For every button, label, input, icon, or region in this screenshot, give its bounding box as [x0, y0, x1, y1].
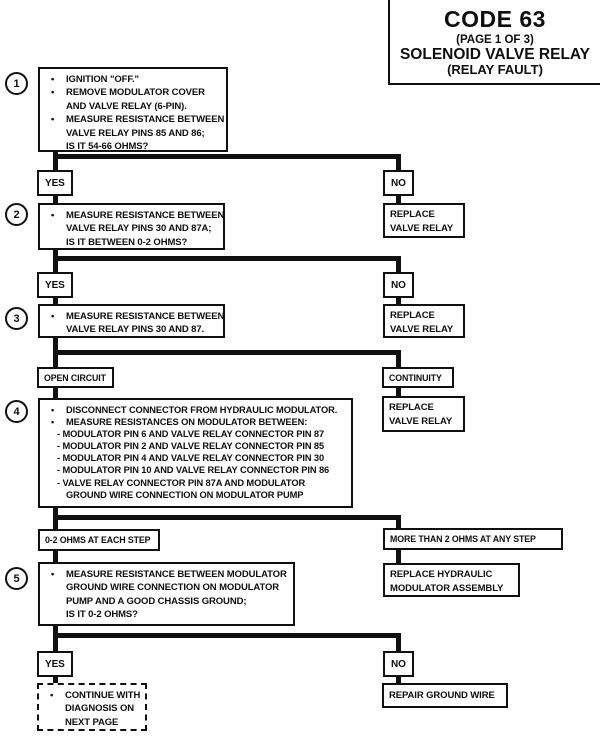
step-3-box — [38, 304, 225, 338]
text-line: • IGNITION "OFF." — [45, 73, 221, 86]
action-label: REPAIR GROUND WIRE — [389, 690, 495, 701]
page-subtitle: (PAGE 1 OF 3) — [456, 34, 534, 46]
text-line: VALVE RELAY PINS 85 AND 86; — [66, 127, 205, 139]
decision-label: CONTINUITY — [389, 372, 442, 383]
text-line: GROUND WIRE CONNECTION ON MODULATOR — [66, 582, 280, 594]
step-number-badge — [5, 400, 28, 423]
connector-line — [53, 551, 58, 562]
step-5-box — [38, 562, 295, 626]
connector-line — [396, 196, 401, 203]
text-line: VALVE RELAY — [390, 323, 454, 335]
step-number: 3 — [13, 312, 20, 325]
decision-label: NO — [391, 177, 406, 189]
step-4-box — [38, 398, 353, 508]
connector-line — [53, 626, 58, 651]
text-line: REPLACE HYDRAULIC — [390, 569, 493, 580]
text-line: - MODULATOR PIN 2 AND VALVE RELAY CONNECTOR PIN 85 — [57, 441, 325, 452]
connector-line — [53, 250, 58, 272]
decision-label: NO — [391, 279, 406, 291]
step-number-badge — [5, 307, 28, 330]
fault-subtitle: (RELAY FAULT) — [447, 62, 543, 77]
step-number: 5 — [13, 572, 20, 585]
step-2-box — [38, 203, 225, 250]
text-line: IS IT 0-2 OHMS? — [66, 609, 138, 621]
text-line: VALVE RELAY — [389, 415, 453, 427]
decision-yes-2 — [37, 272, 73, 298]
action-replace-hydraulic-modulator — [383, 563, 520, 597]
decision-continuity — [382, 367, 454, 388]
decision-no-1 — [383, 170, 414, 196]
step-number: 4 — [13, 405, 20, 418]
text-line: • MEASURE RESISTANCE BETWEEN MODULATOR — [45, 568, 288, 581]
connector-line — [396, 388, 401, 396]
code-title: CODE 63 — [444, 6, 546, 32]
decision-label: 0-2 OHMS AT EACH STEP — [45, 535, 151, 545]
terminator-continue-next-page — [37, 683, 147, 731]
connector-rail — [53, 256, 401, 261]
decision-label: YES — [45, 279, 65, 291]
decision-label: YES — [45, 658, 65, 670]
text-line: PUMP AND A GOOD CHASSIS GROUND; — [66, 595, 247, 607]
action-repair-ground-wire — [382, 683, 508, 708]
text-line: NEXT PAGE — [65, 716, 119, 728]
step-number-badge — [5, 203, 28, 226]
text-line: - MODULATOR PIN 4 AND VALVE RELAY CONNECTOR PIN 30 — [57, 453, 325, 464]
title-box — [388, 0, 600, 85]
action-replace-valve-relay-3 — [382, 396, 465, 432]
decision-label: YES — [45, 177, 65, 189]
action-replace-valve-relay-2 — [383, 304, 465, 338]
decision-label: NO — [391, 658, 406, 670]
connector-rail — [53, 633, 401, 638]
text-line: - MODULATOR PIN 10 AND VALVE RELAY CONNECTOR PIN 86 — [57, 465, 330, 476]
text-line: - MODULATOR PIN 6 AND VALVE RELAY CONNECTOR PIN 87 — [57, 429, 325, 440]
decision-yes-1 — [37, 170, 73, 196]
text-line: • DISCONNECT CONNECTOR FROM HYDRAULIC MODULATOR. — [45, 404, 346, 416]
connector-line — [396, 256, 401, 272]
decision-no-2 — [383, 272, 414, 298]
connector-line — [53, 196, 58, 203]
text-line: IS IT 54-66 OHMS? — [66, 141, 149, 153]
connector-line — [396, 515, 401, 528]
connector-rail — [53, 154, 401, 159]
connector-line — [396, 350, 401, 367]
text-line: • REMOVE MODULATOR COVER — [45, 86, 221, 99]
text-line: GROUND WIRE CONNECTION ON MODULATOR PUMP — [66, 489, 304, 500]
text-line: • MEASURE RESISTANCE BETWEEN — [45, 209, 218, 222]
decision-label: OPEN CIRCUIT — [44, 372, 106, 383]
text-line: MODULATOR ASSEMBLY — [390, 582, 504, 594]
text-line: VALVE RELAY PINS 30 AND 87A; — [66, 223, 212, 235]
text-line: - VALVE RELAY CONNECTOR PIN 87A AND MODULATOR — [57, 477, 306, 488]
step-number: 2 — [13, 208, 20, 221]
connector-rail — [53, 350, 401, 355]
text-line: • CONTINUE WITH — [44, 689, 140, 702]
connector-line — [396, 154, 401, 170]
connector-line — [53, 388, 58, 398]
text-line: • MEASURE RESISTANCE BETWEEN — [45, 113, 221, 126]
connector-line — [396, 633, 401, 651]
decision-open-circuit — [37, 367, 114, 388]
decision-no-3 — [383, 651, 414, 677]
text-line: IS IT BETWEEN 0-2 OHMS? — [66, 236, 188, 248]
text-line: • MEASURE RESISTANCES ON MODULATOR BETWEEN: — [45, 416, 346, 428]
decision-0-2-ohms-each-step — [38, 529, 160, 551]
decision-label: MORE THAN 2 OHMS AT ANY STEP — [390, 534, 536, 544]
system-title: SOLENOID VALVE RELAY — [399, 46, 591, 63]
text-line: AND VALVE RELAY (6-PIN). — [66, 100, 187, 112]
text-line: DIAGNOSIS ON — [65, 703, 135, 715]
text-line: VALVE RELAY — [390, 222, 454, 234]
connector-line — [396, 550, 401, 563]
decision-yes-3 — [37, 651, 73, 677]
step-number-badge — [5, 567, 28, 590]
decision-more-than-2-ohms — [383, 528, 563, 550]
text-line: REPLACE — [390, 209, 435, 220]
action-replace-valve-relay-1 — [383, 203, 465, 238]
step-number-badge — [5, 72, 28, 95]
text-line: REPLACE — [389, 402, 434, 413]
step-1-box — [38, 67, 228, 152]
text-line: REPLACE — [390, 310, 435, 321]
connector-rail — [53, 515, 401, 520]
text-line: VALVE RELAY PINS 30 AND 87. — [66, 324, 205, 336]
step-number: 1 — [13, 77, 20, 90]
text-line: • MEASURE RESISTANCE BETWEEN — [45, 310, 218, 323]
